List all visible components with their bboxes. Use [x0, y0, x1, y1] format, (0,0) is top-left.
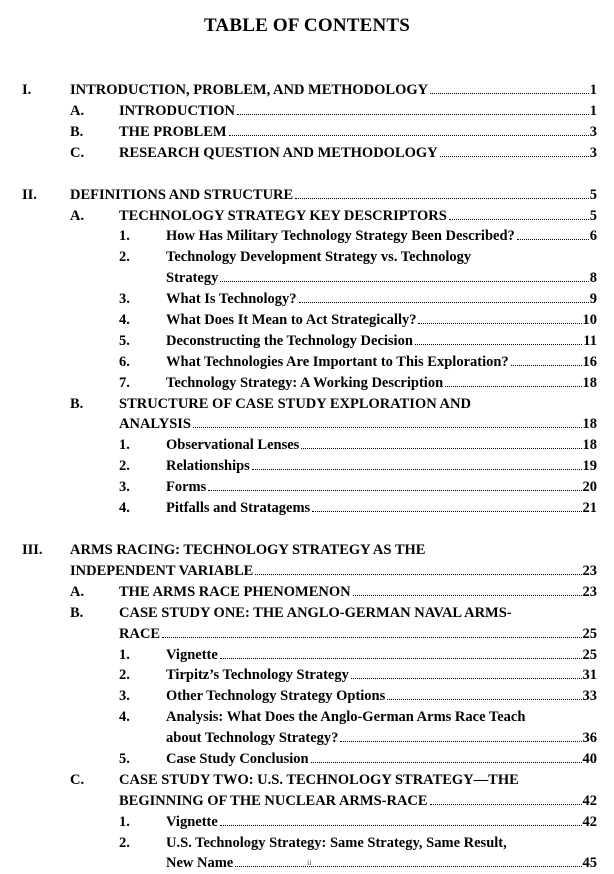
- toc-entry-title: Technology Development Strategy vs. Technology: [166, 249, 472, 266]
- toc-entry-page: 21: [582, 500, 597, 517]
- dot-leader: [517, 239, 589, 240]
- toc-entry-number: 3.: [119, 291, 130, 308]
- toc-entry-page: 11: [583, 332, 597, 349]
- dot-leader: [440, 156, 589, 157]
- toc-entry: [0, 206, 614, 227]
- toc-entry-number: C.: [70, 771, 85, 788]
- dot-leader: [193, 427, 582, 428]
- toc-entry-page: 31: [582, 667, 597, 684]
- toc-entry-page: 40: [582, 751, 597, 767]
- toc-entry: [0, 833, 614, 874]
- toc-entry-title: Vignette: [166, 646, 218, 663]
- toc-entry-title: INTRODUCTION, PROBLEM, AND METHODOLOGY: [70, 82, 429, 98]
- toc-entry-number: I.: [22, 82, 32, 98]
- toc-entry-page: 9: [589, 291, 597, 308]
- toc-entry-title: RACE: [119, 625, 161, 642]
- toc-entry-page: 42: [582, 813, 597, 830]
- toc-entry-page: 5: [589, 186, 597, 203]
- toc-entry-page: 3: [589, 144, 597, 161]
- toc-entry: [0, 707, 614, 749]
- toc-entry: [0, 645, 614, 666]
- toc-entry: [0, 101, 614, 122]
- toc-entry-title: Forms: [166, 479, 207, 496]
- dot-leader: [340, 741, 581, 742]
- dot-leader: [418, 323, 581, 324]
- dot-leader: [430, 93, 589, 94]
- toc-entry-page: 1: [589, 102, 597, 119]
- toc-entry: [0, 122, 614, 143]
- toc-entry-page: 6: [589, 228, 597, 245]
- toc-entry: [0, 394, 614, 436]
- toc-entry-number: A.: [70, 583, 85, 600]
- toc-entry-title: ARMS RACING: TECHNOLOGY STRATEGY AS THE: [70, 542, 426, 558]
- toc-entry: [0, 603, 614, 645]
- toc-entry-number: B.: [70, 123, 84, 140]
- toc-entry-number: 1.: [119, 646, 130, 663]
- toc-entry-title: What Does It Mean to Act Strategically?: [166, 312, 417, 328]
- toc-entry-title: Technology Strategy: A Working Description: [166, 374, 444, 391]
- toc-entry-title: How Has Military Technology Strategy Been Described?: [166, 228, 515, 245]
- dot-leader: [162, 637, 581, 638]
- dot-leader: [299, 302, 589, 303]
- dot-leader: [229, 135, 589, 136]
- dot-leader: [415, 344, 582, 345]
- toc-entry-number: 1.: [119, 228, 130, 245]
- toc-entry: [0, 185, 614, 206]
- toc-entry-number: A.: [70, 207, 85, 224]
- toc-entry-page: 10: [582, 312, 597, 328]
- toc-entry-title: BEGINNING OF THE NUCLEAR ARMS-RACE: [119, 792, 428, 809]
- toc-entry: [0, 665, 614, 686]
- toc-entry-number: 5.: [119, 332, 130, 349]
- toc-entry: [0, 749, 614, 770]
- toc-entry-page: 5: [589, 207, 597, 224]
- toc-entry-page: 8: [589, 270, 597, 287]
- toc-entry-title: CASE STUDY ONE: THE ANGLO-GERMAN NAVAL ARMS-: [119, 604, 512, 621]
- toc-entry-title: THE ARMS RACE PHENOMENON: [119, 583, 351, 600]
- toc-entry-number: 3.: [119, 688, 130, 705]
- toc-entry: [0, 373, 614, 394]
- toc-entry-number: 5.: [119, 751, 130, 767]
- dot-leader: [449, 219, 589, 220]
- toc-entry-number: III.: [22, 542, 43, 558]
- toc-entry: [0, 456, 614, 477]
- toc-entry: [0, 435, 614, 456]
- toc-entry-number: 3.: [119, 479, 130, 496]
- toc-entry-title: Case Study Conclusion: [166, 751, 309, 767]
- toc-entry-page: 23: [582, 562, 597, 579]
- toc-entry: [0, 812, 614, 833]
- toc-entry: [0, 310, 614, 331]
- toc-entry-page: 25: [582, 646, 597, 663]
- toc-entry-page: 19: [582, 458, 597, 475]
- toc-entry-page: 20: [582, 479, 597, 496]
- toc-entry: [0, 686, 614, 707]
- toc-entry: [0, 477, 614, 498]
- dot-leader: [252, 469, 582, 470]
- dot-leader: [312, 511, 581, 512]
- toc-entry-title: Relationships: [166, 458, 250, 475]
- toc-entry-number: 1.: [119, 813, 130, 830]
- toc-entry-title: STRUCTURE OF CASE STUDY EXPLORATION AND: [119, 395, 471, 412]
- dot-leader: [430, 804, 582, 805]
- dot-leader: [511, 365, 582, 366]
- dot-leader: [311, 762, 582, 763]
- toc-entry-number: 6.: [119, 353, 130, 370]
- toc-entry-title: ANALYSIS: [119, 416, 191, 433]
- toc-entry-page: 36: [582, 730, 597, 747]
- toc-entry-page: 23: [582, 583, 597, 600]
- dot-leader: [220, 825, 582, 826]
- toc-entry-number: C.: [70, 144, 85, 161]
- toc-entry-number: 4.: [119, 312, 130, 328]
- toc-entry-page: 18: [582, 374, 597, 391]
- dot-leader: [235, 866, 581, 867]
- toc-entry-title: Pitfalls and Stratagems: [166, 500, 311, 517]
- toc-entry-title: Tirpitz’s Technology Strategy: [166, 667, 349, 684]
- toc-entry-title: Other Technology Strategy Options: [166, 688, 386, 705]
- toc-entry-title: CASE STUDY TWO: U.S. TECHNOLOGY STRATEGY—THE: [119, 771, 519, 788]
- toc-entry: [0, 289, 614, 310]
- toc-entry-page: 18: [582, 437, 597, 454]
- toc-entry-title: INTRODUCTION: [119, 102, 236, 119]
- toc-entry-title: about Technology Strategy?: [166, 730, 339, 747]
- toc-entry-title: U.S. Technology Strategy: Same Strategy, Same Result,: [166, 834, 507, 851]
- toc-entry-number: 2.: [119, 834, 130, 851]
- toc-entry: [0, 80, 614, 101]
- toc-entry: [0, 352, 614, 373]
- toc-entry-page: 1: [589, 82, 597, 98]
- dot-leader: [351, 678, 582, 679]
- toc-entry: [0, 498, 614, 519]
- toc-entry-number: 2.: [119, 458, 130, 475]
- dot-leader: [295, 198, 589, 199]
- toc-entry: [0, 143, 614, 164]
- toc-entry: [0, 770, 614, 812]
- toc-entry-number: 2.: [119, 667, 130, 684]
- page-number-footer: ii: [307, 858, 312, 867]
- toc-entry-page: 45: [582, 855, 597, 872]
- toc-entry-title: DEFINITIONS AND STRUCTURE: [70, 186, 294, 203]
- dot-leader: [445, 386, 581, 387]
- toc-entry-number: 7.: [119, 374, 130, 391]
- toc-entry-title: New Name: [166, 855, 234, 872]
- toc-entry-number: 1.: [119, 437, 130, 454]
- toc-entry-page: 3: [589, 123, 597, 140]
- dot-leader: [255, 574, 581, 575]
- toc-entry: [0, 582, 614, 603]
- dot-leader: [387, 699, 581, 700]
- dot-leader: [220, 281, 588, 282]
- toc-entry-title: Observational Lenses: [166, 437, 300, 454]
- toc-entry-number: II.: [22, 186, 37, 203]
- toc-entry: [0, 247, 614, 289]
- toc-entry: [0, 331, 614, 352]
- toc-entry-title: INDEPENDENT VARIABLE: [70, 562, 254, 579]
- toc-entry-number: 2.: [119, 249, 130, 266]
- toc-entry-page: 25: [582, 625, 597, 642]
- dot-leader: [353, 595, 582, 596]
- toc-entry-title: THE PROBLEM: [119, 123, 227, 140]
- dot-leader: [237, 114, 589, 115]
- toc-entry-title: Deconstructing the Technology Decision: [166, 332, 413, 349]
- toc-entry-title: TECHNOLOGY STRATEGY KEY DESCRIPTORS: [119, 207, 447, 224]
- toc-entry-title: RESEARCH QUESTION AND METHODOLOGY: [119, 144, 438, 161]
- toc-entry-title: Vignette: [166, 813, 218, 830]
- page-title: TABLE OF CONTENTS: [203, 15, 411, 36]
- toc-entry-page: 18: [582, 416, 597, 433]
- toc-entry: [0, 540, 614, 582]
- toc-entry-page: 42: [582, 792, 597, 809]
- toc-entry-number: 4.: [119, 709, 130, 726]
- toc-entry-title: Analysis: What Does the Anglo-German Arms Race Teach: [166, 709, 526, 726]
- toc-entry-page: 33: [582, 688, 597, 705]
- dot-leader: [301, 448, 581, 449]
- toc-entry-title: What Is Technology?: [166, 291, 297, 308]
- toc-entry-title: Strategy: [166, 270, 219, 287]
- toc-entry-number: B.: [70, 395, 84, 412]
- dot-leader: [208, 490, 581, 491]
- toc-entry-number: 4.: [119, 500, 130, 517]
- toc-entry: [0, 226, 614, 247]
- toc-entry-page: 16: [582, 353, 597, 370]
- toc-entry-number: B.: [70, 604, 84, 621]
- toc-entry-number: A.: [70, 102, 85, 119]
- dot-leader: [220, 658, 582, 659]
- toc-entry-title: What Technologies Are Important to This Exploration?: [166, 353, 509, 370]
